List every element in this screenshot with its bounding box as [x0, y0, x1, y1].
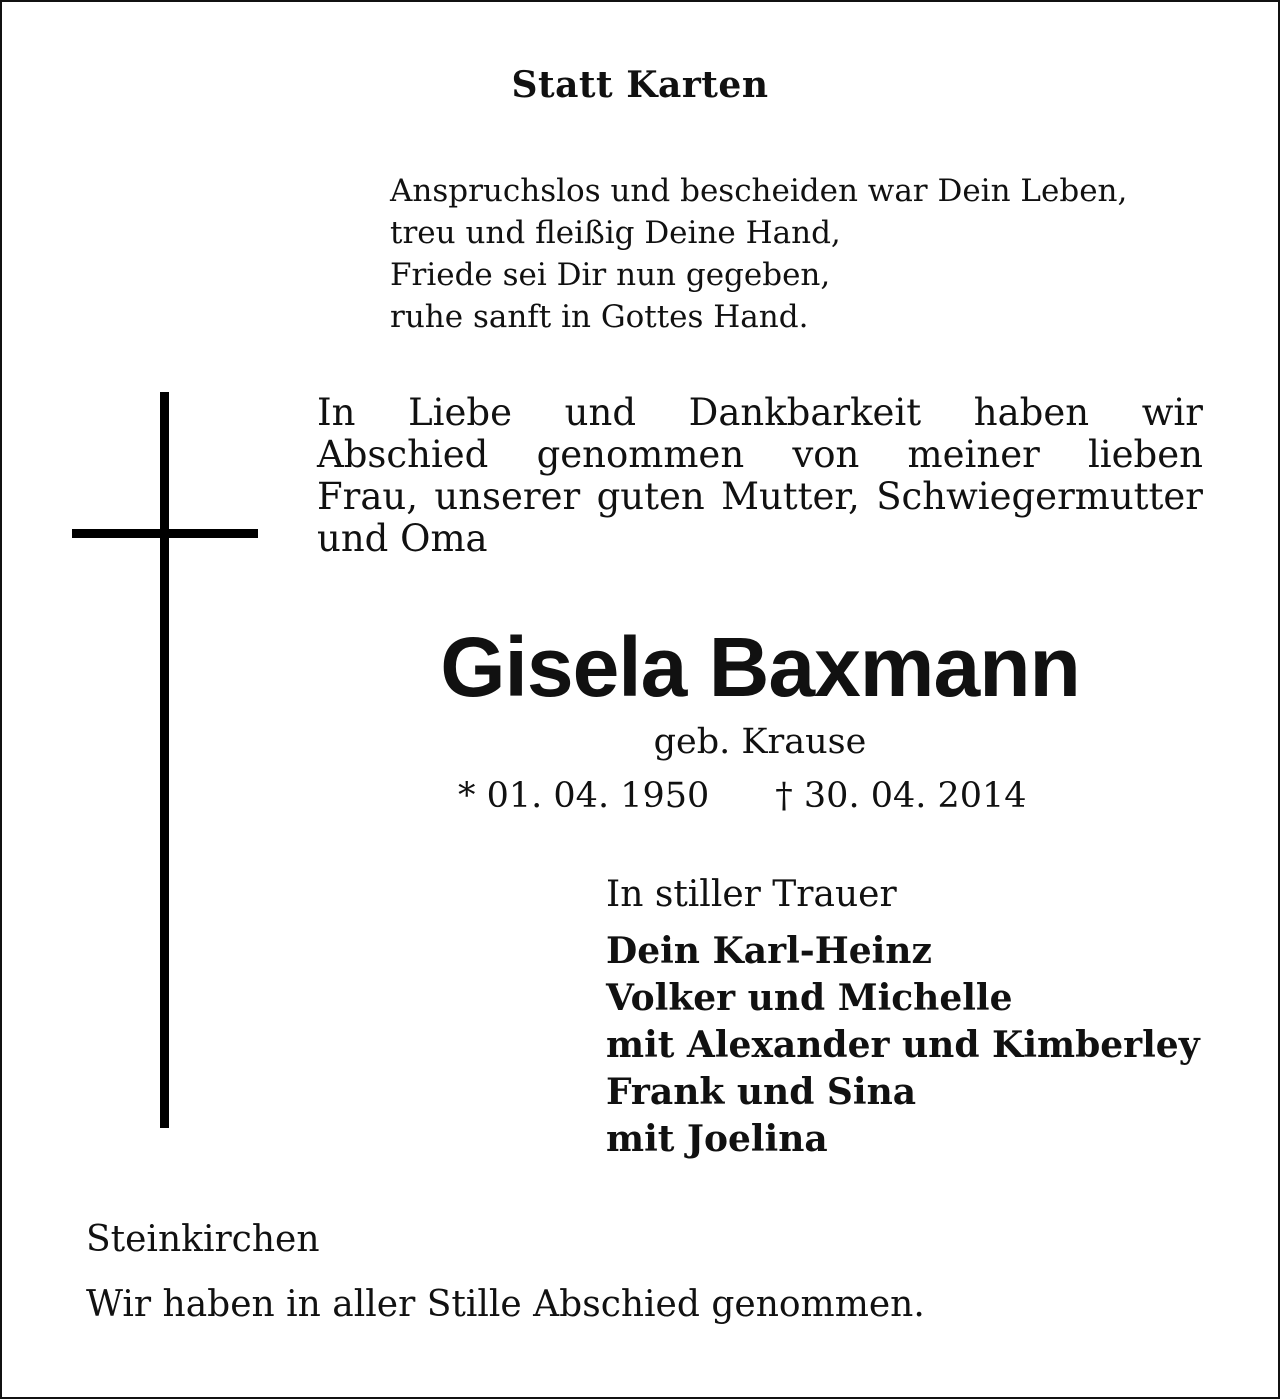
intro-word: haben	[973, 391, 1090, 434]
birth-name: geb. Krause	[653, 722, 867, 762]
poem-line: ruhe sanft in Gottes Hand.	[390, 299, 809, 335]
intro-word: Dankbarkeit	[688, 391, 922, 434]
family-list	[606, 928, 1200, 1163]
intro-text	[317, 392, 1203, 560]
poem	[390, 170, 1127, 338]
intro-word: wir	[1141, 391, 1203, 434]
intro-word: Liebe	[408, 391, 512, 434]
intro-word: Abschied	[317, 433, 489, 476]
notice-header: Statt Karten	[511, 64, 769, 106]
family-member: Frank und Sina	[606, 1071, 917, 1113]
intro-line	[317, 518, 1203, 560]
birth-date: * 01. 04. 1950	[458, 776, 710, 816]
place: Steinkirchen	[86, 1219, 320, 1260]
intro-word: genommen	[536, 433, 745, 476]
poem-line: Anspruchslos und bescheiden war Dein Leben,	[390, 173, 1128, 209]
intro-word: und Oma	[317, 517, 488, 560]
intro-word: und	[564, 391, 637, 434]
intro-line	[317, 476, 1203, 518]
intro-word: Mutter,	[721, 475, 860, 518]
family-member: mit Alexander und Kimberley	[606, 1024, 1200, 1066]
intro-word: unserer	[434, 475, 581, 518]
poem-line: Friede sei Dir nun gegeben,	[390, 257, 831, 293]
poem-line: treu und fleißig Deine Hand,	[390, 215, 841, 251]
intro-line	[317, 434, 1203, 476]
intro-word: Frau,	[317, 475, 419, 518]
intro-word: von	[792, 433, 860, 476]
closing-line: Wir haben in aller Stille Abschied genommen.	[86, 1284, 925, 1325]
life-dates	[458, 774, 1027, 818]
family-member: mit Joelina	[606, 1118, 828, 1160]
family-member: Dein Karl-Heinz	[606, 930, 932, 972]
intro-word: guten	[596, 475, 705, 518]
mourning-line: In stiller Trauer	[606, 874, 897, 915]
cross-vertical-bar	[160, 392, 169, 1128]
intro-line	[317, 392, 1203, 434]
cross-horizontal-bar	[72, 529, 258, 538]
intro-word: Schwiegermutter	[876, 475, 1203, 518]
family-member: Volker und Michelle	[606, 977, 1013, 1019]
intro-word: In	[317, 391, 356, 434]
intro-word: lieben	[1087, 433, 1203, 476]
death-date: † 30. 04. 2014	[775, 776, 1027, 816]
deceased-name: Gisela Baxmann	[440, 620, 1080, 714]
intro-word: meiner	[907, 433, 1040, 476]
